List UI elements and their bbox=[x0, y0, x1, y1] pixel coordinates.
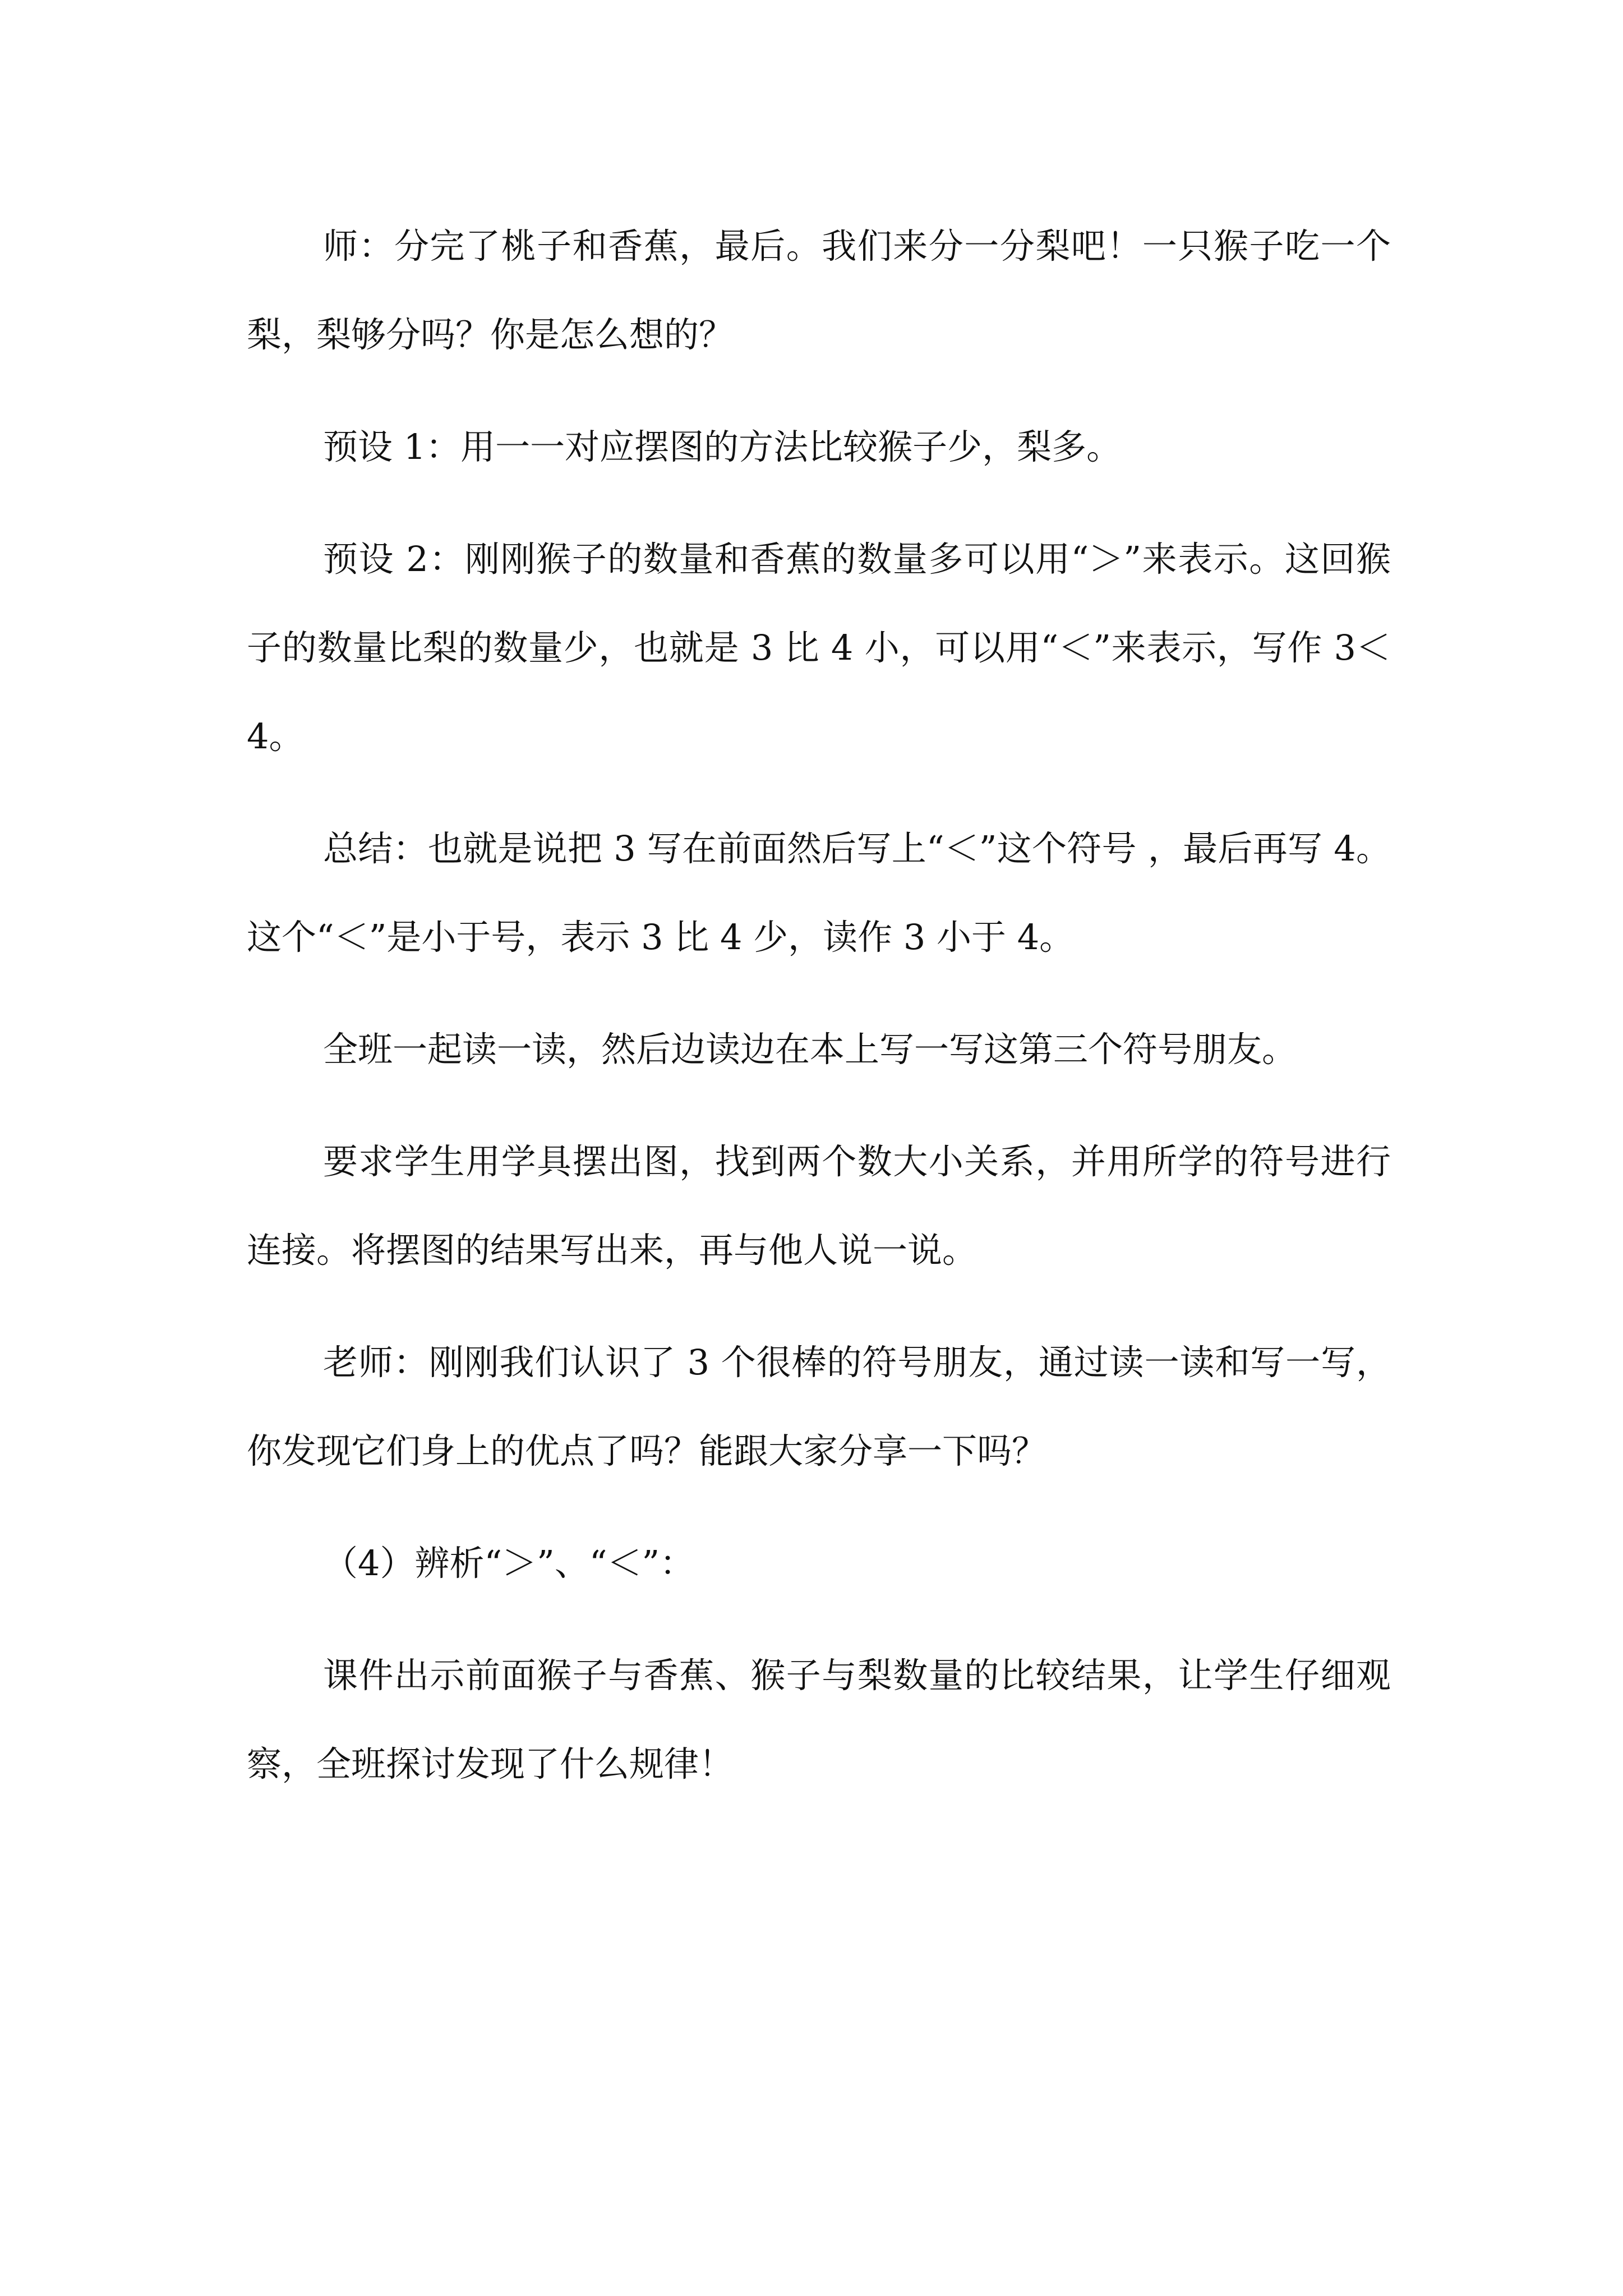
paragraph-courseware: 课件出示前面猴子与香蕉、猴子与梨数量的比较结果，让学生仔细观察，全班探讨发现了什么规律！ bbox=[247, 1655, 1391, 1784]
paragraph-section-heading: （4）辨析“＞”、“＜”： bbox=[323, 1543, 695, 1584]
paragraph-summary: 总结：也就是说把 3 写在前面然后写上“＜”这个符号 ，最后再写 4。这个“＜”是小于号，表示 3 比 4 少，读作 3 小于 4。 bbox=[247, 828, 1391, 958]
paragraph-preset-1: 预设 1：用一一对应摆图的方法比较猴子少，梨多。 bbox=[323, 426, 1122, 467]
paragraph-teacher-pears: 师：分完了桃子和香蕉，最后。我们来分一分梨吧！一只猴子吃一个梨，梨够分吗？你是怎么想的？ bbox=[247, 226, 1391, 355]
paragraph-preset-2: 预设 2：刚刚猴子的数量和香蕉的数量多可以用“＞”来表示。这回猴子的数量比梨的数量少，也就是 3 比 4 小，可以用“＜”来表示，写作 3＜4。 bbox=[247, 539, 1391, 757]
document-body bbox=[247, 202, 1391, 1832]
paragraph-teacher-symbols: 老师：刚刚我们认识了 3 个很棒的符号朋友，通过读一读和写一写，你发现它们身上的优点了吗？能跟大家分享一下吗？ bbox=[247, 1342, 1391, 1471]
paragraph-class-read: 全班一起读一读，然后边读边在本上写一写这第三个符号朋友。 bbox=[323, 1029, 1297, 1070]
paragraph-student-task: 要求学生用学具摆出图，找到两个数大小关系，并用所学的符号进行连接。将摆图的结果写出来，再与他人说一说。 bbox=[247, 1141, 1391, 1271]
